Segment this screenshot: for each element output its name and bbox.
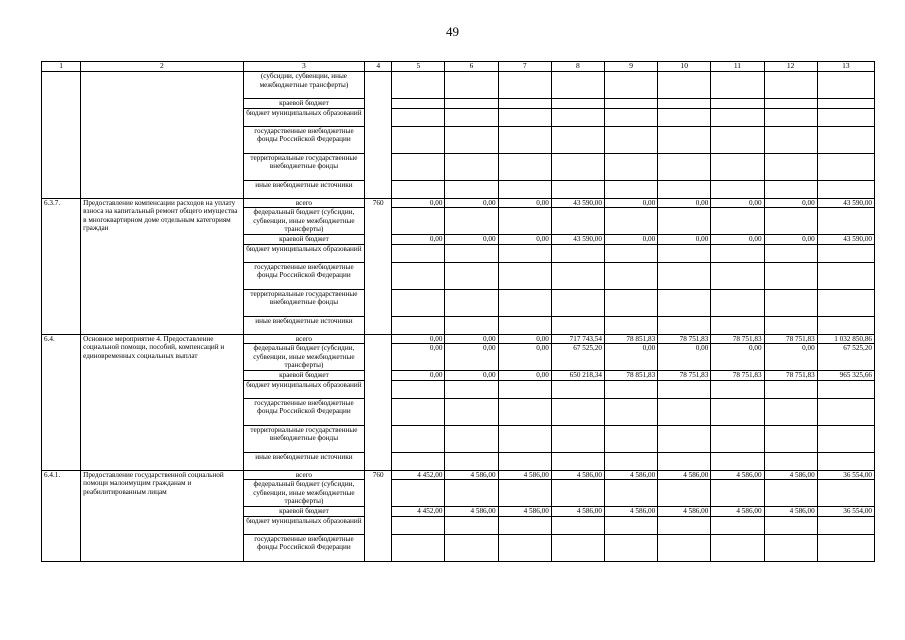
column-number-cell: 13 bbox=[817, 62, 874, 72]
amount-cell bbox=[764, 289, 817, 316]
amount-cell bbox=[817, 316, 874, 334]
amount-cell bbox=[604, 262, 657, 289]
amount-cell bbox=[445, 108, 498, 126]
amount-cell bbox=[392, 516, 445, 534]
amount-cell: 0,00 bbox=[711, 198, 764, 208]
amount-cell bbox=[498, 316, 551, 334]
amount-cell bbox=[658, 99, 711, 109]
funding-source-cell: всего bbox=[243, 198, 364, 208]
column-number-cell: 5 bbox=[392, 62, 445, 72]
amount-cell bbox=[551, 480, 604, 507]
amount-cell bbox=[817, 108, 874, 126]
amount-cell bbox=[764, 108, 817, 126]
amount-cell bbox=[498, 516, 551, 534]
funding-source-cell: государственные внебюджетные фонды Российской Федерации bbox=[243, 398, 364, 425]
amount-cell bbox=[658, 180, 711, 198]
amount-cell bbox=[764, 208, 817, 235]
funding-source-cell: (субсидии, субвенции, иные межбюджетные трансферты) bbox=[243, 72, 364, 99]
amount-cell bbox=[498, 398, 551, 425]
column-number-cell: 3 bbox=[243, 62, 364, 72]
amount-cell bbox=[817, 480, 874, 507]
column-number-row bbox=[42, 62, 875, 72]
amount-cell: 78 851,83 bbox=[604, 371, 657, 381]
amount-cell bbox=[711, 316, 764, 334]
amount-cell bbox=[817, 208, 874, 235]
amount-cell bbox=[445, 316, 498, 334]
funding-source-cell: территориальные государственные внебюджетные фонды bbox=[243, 153, 364, 180]
amount-cell bbox=[445, 153, 498, 180]
executor-code-cell: 760 bbox=[365, 198, 392, 334]
amount-cell: 4 586,00 bbox=[658, 470, 711, 480]
amount-cell bbox=[658, 380, 711, 398]
amount-cell bbox=[498, 108, 551, 126]
amount-cell: 4 586,00 bbox=[604, 470, 657, 480]
amount-cell bbox=[392, 398, 445, 425]
amount-cell: 650 218,34 bbox=[551, 371, 604, 381]
amount-cell: 0,00 bbox=[445, 371, 498, 381]
amount-cell bbox=[498, 380, 551, 398]
amount-cell bbox=[658, 72, 711, 99]
amount-cell bbox=[711, 244, 764, 262]
amount-cell bbox=[445, 126, 498, 153]
amount-cell bbox=[604, 108, 657, 126]
executor-code-cell bbox=[365, 72, 392, 199]
amount-cell: 0,00 bbox=[711, 235, 764, 245]
amount-cell bbox=[445, 380, 498, 398]
amount-cell: 0,00 bbox=[498, 198, 551, 208]
amount-cell bbox=[551, 398, 604, 425]
item-code-cell: 6.3.7. bbox=[42, 198, 81, 334]
amount-cell: 0,00 bbox=[604, 235, 657, 245]
table-row bbox=[42, 334, 875, 344]
amount-cell bbox=[764, 126, 817, 153]
amount-cell: 4 586,00 bbox=[498, 470, 551, 480]
amount-cell bbox=[711, 380, 764, 398]
item-code-cell: 6.4. bbox=[42, 334, 81, 470]
amount-cell bbox=[498, 208, 551, 235]
amount-cell: 0,00 bbox=[711, 344, 764, 371]
amount-cell bbox=[817, 72, 874, 99]
amount-cell: 4 452,00 bbox=[392, 470, 445, 480]
amount-cell bbox=[551, 126, 604, 153]
budget-table bbox=[41, 61, 875, 562]
amount-cell: 43 590,00 bbox=[817, 235, 874, 245]
amount-cell bbox=[711, 108, 764, 126]
amount-cell bbox=[658, 262, 711, 289]
column-number-cell: 7 bbox=[498, 62, 551, 72]
column-number-cell: 6 bbox=[445, 62, 498, 72]
table-row bbox=[42, 198, 875, 208]
amount-cell bbox=[392, 208, 445, 235]
amount-cell: 4 452,00 bbox=[392, 507, 445, 517]
amount-cell bbox=[445, 262, 498, 289]
amount-cell bbox=[658, 316, 711, 334]
amount-cell: 0,00 bbox=[498, 334, 551, 344]
amount-cell bbox=[498, 126, 551, 153]
amount-cell bbox=[604, 398, 657, 425]
funding-source-cell: бюджет муниципальных образований bbox=[243, 244, 364, 262]
amount-cell: 1 032 850,86 bbox=[817, 334, 874, 344]
amount-cell: 0,00 bbox=[392, 198, 445, 208]
amount-cell: 4 586,00 bbox=[711, 507, 764, 517]
amount-cell: 4 586,00 bbox=[764, 507, 817, 517]
column-number-cell: 2 bbox=[81, 62, 244, 72]
amount-cell bbox=[445, 180, 498, 198]
amount-cell bbox=[392, 316, 445, 334]
amount-cell bbox=[711, 289, 764, 316]
executor-code-cell bbox=[365, 334, 392, 470]
amount-cell bbox=[392, 289, 445, 316]
amount-cell bbox=[392, 72, 445, 99]
funding-source-cell: федеральный бюджет (субсидии, субвенции, иные межбюджетные трансферты) bbox=[243, 480, 364, 507]
amount-cell bbox=[445, 72, 498, 99]
amount-cell bbox=[658, 153, 711, 180]
amount-cell bbox=[764, 316, 817, 334]
amount-cell bbox=[764, 244, 817, 262]
amount-cell: 0,00 bbox=[498, 235, 551, 245]
amount-cell: 0,00 bbox=[445, 334, 498, 344]
amount-cell bbox=[711, 72, 764, 99]
funding-source-cell: территориальные государственные внебюджетные фонды bbox=[243, 425, 364, 452]
amount-cell: 4 586,00 bbox=[445, 507, 498, 517]
amount-cell bbox=[604, 126, 657, 153]
amount-cell: 0,00 bbox=[658, 235, 711, 245]
amount-cell bbox=[764, 452, 817, 470]
amount-cell: 0,00 bbox=[392, 235, 445, 245]
amount-cell bbox=[658, 425, 711, 452]
funding-source-cell: государственные внебюджетные фонды Российской Федерации bbox=[243, 262, 364, 289]
amount-cell bbox=[658, 534, 711, 561]
amount-cell bbox=[711, 425, 764, 452]
amount-cell bbox=[498, 262, 551, 289]
amount-cell bbox=[551, 244, 604, 262]
amount-cell: 0,00 bbox=[764, 235, 817, 245]
amount-cell bbox=[817, 452, 874, 470]
funding-source-cell: краевой бюджет bbox=[243, 507, 364, 517]
amount-cell bbox=[604, 380, 657, 398]
amount-cell bbox=[551, 208, 604, 235]
amount-cell bbox=[711, 99, 764, 109]
funding-source-cell: бюджет муниципальных образований bbox=[243, 108, 364, 126]
amount-cell: 36 554,00 bbox=[817, 470, 874, 480]
amount-cell bbox=[764, 425, 817, 452]
amount-cell: 4 586,00 bbox=[551, 470, 604, 480]
amount-cell bbox=[711, 534, 764, 561]
amount-cell bbox=[551, 534, 604, 561]
amount-cell bbox=[445, 425, 498, 452]
amount-cell bbox=[604, 425, 657, 452]
amount-cell bbox=[392, 244, 445, 262]
column-number-cell: 8 bbox=[551, 62, 604, 72]
column-number-cell: 11 bbox=[711, 62, 764, 72]
budget-table-body bbox=[42, 62, 875, 562]
amount-cell: 78 851,83 bbox=[604, 334, 657, 344]
amount-cell: 0,00 bbox=[445, 198, 498, 208]
amount-cell bbox=[658, 452, 711, 470]
amount-cell bbox=[711, 126, 764, 153]
amount-cell bbox=[551, 452, 604, 470]
amount-cell bbox=[658, 398, 711, 425]
amount-cell: 4 586,00 bbox=[498, 507, 551, 517]
column-number-cell: 9 bbox=[604, 62, 657, 72]
amount-cell: 43 590,00 bbox=[551, 198, 604, 208]
amount-cell bbox=[711, 208, 764, 235]
amount-cell: 43 590,00 bbox=[817, 198, 874, 208]
amount-cell bbox=[392, 262, 445, 289]
amount-cell bbox=[817, 99, 874, 109]
amount-cell: 78 751,83 bbox=[658, 371, 711, 381]
funding-source-cell: всего bbox=[243, 470, 364, 480]
item-name-cell: Основное мероприятие 4. Предоставление социальной помощи, пособий, компенсаций и единовременных социальных выплат bbox=[81, 334, 244, 470]
funding-source-cell: краевой бюджет bbox=[243, 99, 364, 109]
amount-cell bbox=[817, 398, 874, 425]
amount-cell: 0,00 bbox=[392, 371, 445, 381]
funding-source-cell: бюджет муниципальных образований bbox=[243, 380, 364, 398]
amount-cell: 0,00 bbox=[764, 344, 817, 371]
amount-cell bbox=[392, 480, 445, 507]
amount-cell bbox=[498, 289, 551, 316]
amount-cell bbox=[817, 534, 874, 561]
amount-cell bbox=[604, 208, 657, 235]
amount-cell bbox=[604, 289, 657, 316]
amount-cell bbox=[604, 480, 657, 507]
amount-cell bbox=[658, 126, 711, 153]
amount-cell bbox=[604, 534, 657, 561]
amount-cell bbox=[764, 398, 817, 425]
column-number-cell: 10 bbox=[658, 62, 711, 72]
amount-cell: 0,00 bbox=[445, 235, 498, 245]
amount-cell bbox=[658, 244, 711, 262]
amount-cell: 36 554,00 bbox=[817, 507, 874, 517]
amount-cell: 0,00 bbox=[392, 334, 445, 344]
amount-cell bbox=[711, 262, 764, 289]
amount-cell bbox=[498, 180, 551, 198]
amount-cell bbox=[658, 480, 711, 507]
amount-cell bbox=[498, 534, 551, 561]
amount-cell bbox=[658, 289, 711, 316]
amount-cell bbox=[551, 289, 604, 316]
amount-cell: 0,00 bbox=[764, 198, 817, 208]
amount-cell bbox=[817, 262, 874, 289]
table-row bbox=[42, 470, 875, 480]
column-number-cell: 4 bbox=[365, 62, 392, 72]
amount-cell bbox=[445, 480, 498, 507]
amount-cell bbox=[551, 425, 604, 452]
amount-cell bbox=[764, 153, 817, 180]
table-row bbox=[42, 72, 875, 99]
amount-cell bbox=[498, 244, 551, 262]
amount-cell bbox=[551, 108, 604, 126]
column-number-cell: 12 bbox=[764, 62, 817, 72]
amount-cell bbox=[711, 452, 764, 470]
amount-cell bbox=[711, 180, 764, 198]
amount-cell bbox=[392, 534, 445, 561]
amount-cell bbox=[551, 99, 604, 109]
amount-cell bbox=[392, 452, 445, 470]
amount-cell: 43 590,00 bbox=[551, 235, 604, 245]
amount-cell bbox=[551, 262, 604, 289]
amount-cell bbox=[604, 316, 657, 334]
amount-cell: 78 751,83 bbox=[764, 334, 817, 344]
amount-cell: 4 586,00 bbox=[658, 507, 711, 517]
amount-cell: 4 586,00 bbox=[764, 470, 817, 480]
amount-cell bbox=[445, 244, 498, 262]
amount-cell: 4 586,00 bbox=[711, 470, 764, 480]
amount-cell: 4 586,00 bbox=[445, 470, 498, 480]
amount-cell: 0,00 bbox=[604, 344, 657, 371]
amount-cell bbox=[392, 108, 445, 126]
amount-cell bbox=[764, 480, 817, 507]
amount-cell bbox=[817, 180, 874, 198]
amount-cell: 4 586,00 bbox=[551, 507, 604, 517]
amount-cell: 0,00 bbox=[658, 344, 711, 371]
amount-cell bbox=[551, 516, 604, 534]
amount-cell bbox=[604, 452, 657, 470]
amount-cell bbox=[817, 153, 874, 180]
amount-cell bbox=[764, 516, 817, 534]
amount-cell bbox=[658, 208, 711, 235]
amount-cell bbox=[445, 398, 498, 425]
amount-cell bbox=[604, 244, 657, 262]
amount-cell bbox=[551, 180, 604, 198]
amount-cell: 0,00 bbox=[658, 198, 711, 208]
funding-source-cell: федеральный бюджет (субсидии, субвенции, иные межбюджетные трансферты) bbox=[243, 208, 364, 235]
amount-cell bbox=[392, 425, 445, 452]
amount-cell bbox=[764, 534, 817, 561]
amount-cell bbox=[392, 153, 445, 180]
amount-cell bbox=[392, 380, 445, 398]
amount-cell bbox=[604, 180, 657, 198]
amount-cell: 965 325,66 bbox=[817, 371, 874, 381]
amount-cell bbox=[604, 516, 657, 534]
amount-cell bbox=[498, 452, 551, 470]
amount-cell bbox=[764, 99, 817, 109]
amount-cell: 67 525,20 bbox=[551, 344, 604, 371]
amount-cell bbox=[817, 380, 874, 398]
amount-cell bbox=[498, 480, 551, 507]
amount-cell: 67 525,20 bbox=[817, 344, 874, 371]
amount-cell bbox=[551, 316, 604, 334]
amount-cell bbox=[658, 516, 711, 534]
amount-cell bbox=[445, 208, 498, 235]
amount-cell bbox=[392, 99, 445, 109]
funding-source-cell: краевой бюджет bbox=[243, 235, 364, 245]
funding-source-cell: государственные внебюджетные фонды Российской Федерации bbox=[243, 126, 364, 153]
amount-cell: 78 751,83 bbox=[658, 334, 711, 344]
amount-cell bbox=[604, 153, 657, 180]
amount-cell: 78 751,83 bbox=[764, 371, 817, 381]
funding-source-cell: иные внебюджетные источники bbox=[243, 316, 364, 334]
amount-cell bbox=[711, 516, 764, 534]
amount-cell bbox=[817, 244, 874, 262]
amount-cell bbox=[445, 452, 498, 470]
amount-cell bbox=[764, 180, 817, 198]
funding-source-cell: всего bbox=[243, 334, 364, 344]
amount-cell bbox=[445, 289, 498, 316]
item-name-cell: Предоставление компенсации расходов на уплату взноса на капитальный ремонт общего имущества в многоквартирном доме отдельным категориям граждан bbox=[81, 198, 244, 334]
amount-cell bbox=[817, 289, 874, 316]
amount-cell: 0,00 bbox=[498, 344, 551, 371]
amount-cell: 0,00 bbox=[445, 344, 498, 371]
amount-cell bbox=[551, 380, 604, 398]
item-code-cell bbox=[42, 72, 81, 199]
funding-source-cell: иные внебюджетные источники bbox=[243, 180, 364, 198]
amount-cell bbox=[711, 153, 764, 180]
amount-cell bbox=[817, 516, 874, 534]
column-number-cell: 1 bbox=[42, 62, 81, 72]
amount-cell bbox=[764, 380, 817, 398]
amount-cell: 0,00 bbox=[498, 371, 551, 381]
amount-cell bbox=[498, 425, 551, 452]
amount-cell bbox=[445, 99, 498, 109]
amount-cell bbox=[551, 72, 604, 99]
amount-cell: 0,00 bbox=[392, 344, 445, 371]
amount-cell bbox=[551, 153, 604, 180]
amount-cell bbox=[445, 516, 498, 534]
item-name-cell: Предоставление государственной социальной помощи малоимущим гражданам и реабилитированным лицам bbox=[81, 470, 244, 561]
amount-cell: 717 743,54 bbox=[551, 334, 604, 344]
funding-source-cell: государственные внебюджетные фонды Российской Федерации bbox=[243, 534, 364, 561]
amount-cell bbox=[498, 72, 551, 99]
amount-cell bbox=[604, 99, 657, 109]
amount-cell bbox=[711, 480, 764, 507]
item-name-cell bbox=[81, 72, 244, 199]
funding-source-cell: бюджет муниципальных образований bbox=[243, 516, 364, 534]
funding-source-cell: территориальные государственные внебюджетные фонды bbox=[243, 289, 364, 316]
amount-cell bbox=[498, 99, 551, 109]
page-number: 49 bbox=[446, 24, 459, 39]
amount-cell bbox=[764, 262, 817, 289]
amount-cell bbox=[498, 153, 551, 180]
amount-cell bbox=[604, 72, 657, 99]
amount-cell bbox=[392, 180, 445, 198]
amount-cell bbox=[817, 425, 874, 452]
amount-cell bbox=[658, 108, 711, 126]
amount-cell: 78 751,83 bbox=[711, 334, 764, 344]
amount-cell: 4 586,00 bbox=[604, 507, 657, 517]
executor-code-cell: 760 bbox=[365, 470, 392, 561]
funding-source-cell: федеральный бюджет (субсидии, субвенции, иные межбюджетные трансферты) bbox=[243, 344, 364, 371]
amount-cell bbox=[817, 126, 874, 153]
amount-cell bbox=[764, 72, 817, 99]
amount-cell bbox=[711, 398, 764, 425]
funding-source-cell: иные внебюджетные источники bbox=[243, 452, 364, 470]
amount-cell bbox=[445, 534, 498, 561]
amount-cell: 0,00 bbox=[604, 198, 657, 208]
funding-source-cell: краевой бюджет bbox=[243, 371, 364, 381]
amount-cell: 78 751,83 bbox=[711, 371, 764, 381]
item-code-cell: 6.4.1. bbox=[42, 470, 81, 561]
amount-cell bbox=[392, 126, 445, 153]
